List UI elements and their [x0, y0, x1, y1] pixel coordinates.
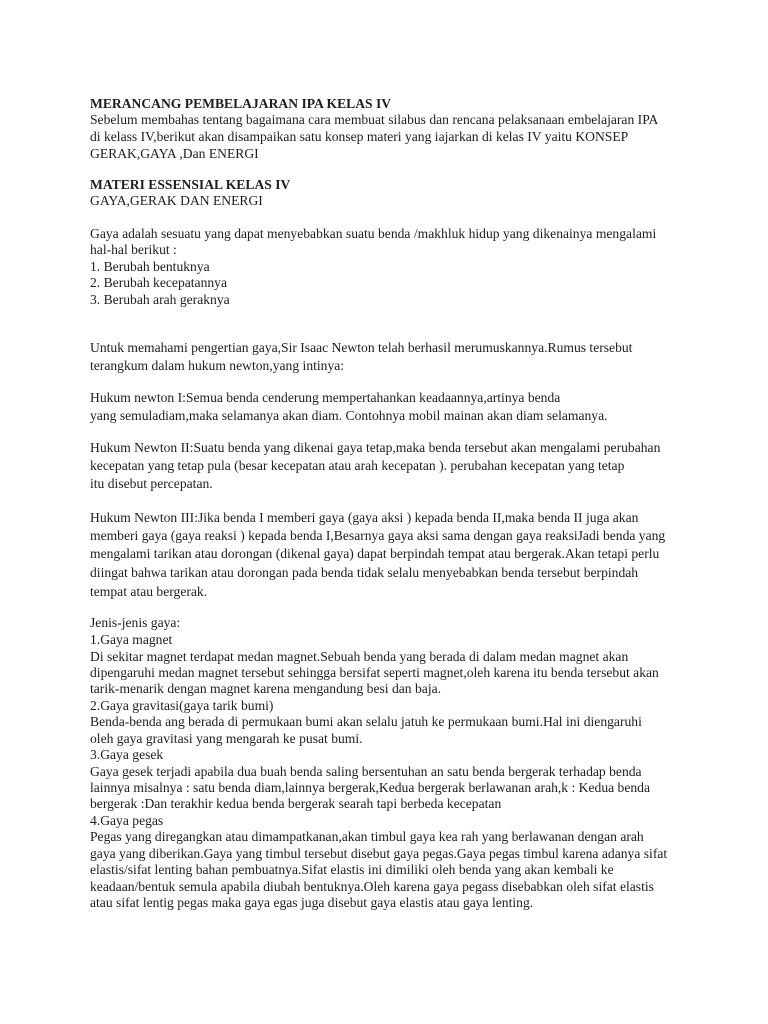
- intro-line: Sebelum membahas tentang bagaimana cara membuat silabus dan rencana pelaksanaan embelajaran IPA: [90, 112, 659, 127]
- force-type-line: gaya yang diberikan.Gaya yang timbul tersebut disebut gaya pegas.Gaya pegas timbul karena adanya sifat: [90, 846, 668, 861]
- list-item: 2. Berubah kecepatannya: [90, 275, 228, 290]
- force-type-line: tarik-menarik dengan magnet karena mengandung besi dan baja.: [90, 681, 442, 696]
- force-type-line: atau sifat lentig pegas maka gaya egas juga disebut gaya elastis atau gaya lenting.: [90, 895, 534, 910]
- list-item: 1. Berubah bentuknya: [90, 259, 210, 274]
- newton-intro-line: terangkum dalam hukum newton,yang intinya:: [90, 358, 345, 373]
- newton-law-line: tempat atau bergerak.: [90, 584, 208, 599]
- document-page: [90, 0, 710, 1024]
- newton-law-line: Hukum Newton II:Suatu benda yang dikenai gaya tetap,maka benda tersebut akan mengalami perubahan: [90, 440, 661, 455]
- newton-law-line: mengalami tarikan atau dorongan (dikenal gaya) dapat berpindah tempat atau bergerak.Akan tetapi perlu: [90, 546, 660, 561]
- section-subheading: GAYA,GERAK DAN ENERGI: [90, 193, 263, 208]
- gaya-line: Gaya adalah sesuatu yang dapat menyebabkan suatu benda /makhluk hidup yang dikenainya mengalami: [90, 226, 657, 241]
- document-title: MERANCANG PEMBELAJARAN IPA KELAS IV: [90, 96, 392, 111]
- gaya-line: hal-hal berikut :: [90, 242, 177, 257]
- force-type-line: keadaan/bentuk semula apabila diubah bentuknya.Oleh karena gaya pegass disebabkan oleh sifat elastis: [90, 879, 654, 894]
- newton-law-line: kecepatan yang tetap pula (besar kecepatan atau arah kecepatan ). perubahan kecepatan yang tetap: [90, 458, 625, 473]
- newton-law-line: itu disebut percepatan.: [90, 476, 213, 491]
- force-type-line: Benda-benda ang berada di permukaan bumi akan selalu jatuh ke permukaan bumi.Hal ini diengaruhi: [90, 714, 642, 729]
- force-type-line: lainnya misalnya : satu benda diam,lainnya bergerak,Kedua bergerak berlawanan arah,k : Kedua benda: [90, 780, 651, 795]
- force-type-title: 3.Gaya gesek: [90, 747, 164, 762]
- newton-intro-line: Untuk memahami pengertian gaya,Sir Isaac Newton telah berhasil merumuskannya.Rumus tersebut: [90, 340, 633, 355]
- newton-law-line: Hukum Newton III:Jika benda I memberi gaya (gaya aksi ) kepada benda II,maka benda II juga akan: [90, 510, 639, 525]
- force-type-line: dipengaruhi medan magnet tersebut sehingga bersifat seperti magnet,oleh karena itu benda tersebut akan: [90, 665, 659, 680]
- force-types-heading: Jenis-jenis gaya:: [90, 615, 181, 630]
- force-type-line: elastis/sifat lenting bahan pembuatnya.Sifat elastis ini dimiliki oleh benda yang akan kembali ke: [90, 862, 614, 877]
- section-heading: MATERI ESSENSIAL KELAS IV: [90, 177, 291, 192]
- force-type-title: 4.Gaya pegas: [90, 813, 164, 828]
- newton-law-line: yang semuladiam,maka selamanya akan diam. Contohnya mobil mainan akan diam selamanya.: [90, 408, 608, 423]
- force-type-line: Gaya gesek terjadi apabila dua buah benda saling bersentuhan an satu benda bergerak terhadap benda: [90, 764, 642, 779]
- force-type-line: Pegas yang diregangkan atau dimampatkanan,akan timbul gaya kea rah yang berlawanan dengan arah: [90, 829, 644, 844]
- intro-line: GERAK,GAYA ,Dan ENERGI: [90, 146, 259, 161]
- intro-line: di kelass IV,berikut akan disampaikan satu konsep materi yang iajarkan di kelas IV yaitu KONSEP: [90, 129, 629, 144]
- force-type-line: oleh gaya gravitasi yang mengarah ke pusat bumi.: [90, 731, 363, 746]
- force-type-title: 2.Gaya gravitasi(gaya tarik bumi): [90, 698, 274, 713]
- newton-law-line: memberi gaya (gaya reaksi ) kepada benda I,Besarnya gaya aksi sama dengan gaya reaksiJadi benda yang: [90, 528, 666, 543]
- force-type-line: Di sekitar magnet terdapat medan magnet.Sebuah benda yang berada di dalam medan magnet akan: [90, 649, 629, 664]
- list-item: 3. Berubah arah geraknya: [90, 292, 230, 307]
- force-type-title: 1.Gaya magnet: [90, 632, 173, 647]
- newton-law-line: Hukum newton I:Semua benda cenderung mempertahankan keadaannya,artinya benda: [90, 390, 561, 405]
- force-type-line: bergerak :Dan terakhir kedua benda bergerak searah tapi berbeda kecepatan: [90, 796, 502, 811]
- newton-law-line: diingat bahwa tarikan atau dorongan pada benda tidak selalu menyebabkan benda tersebut berpindah: [90, 565, 639, 580]
